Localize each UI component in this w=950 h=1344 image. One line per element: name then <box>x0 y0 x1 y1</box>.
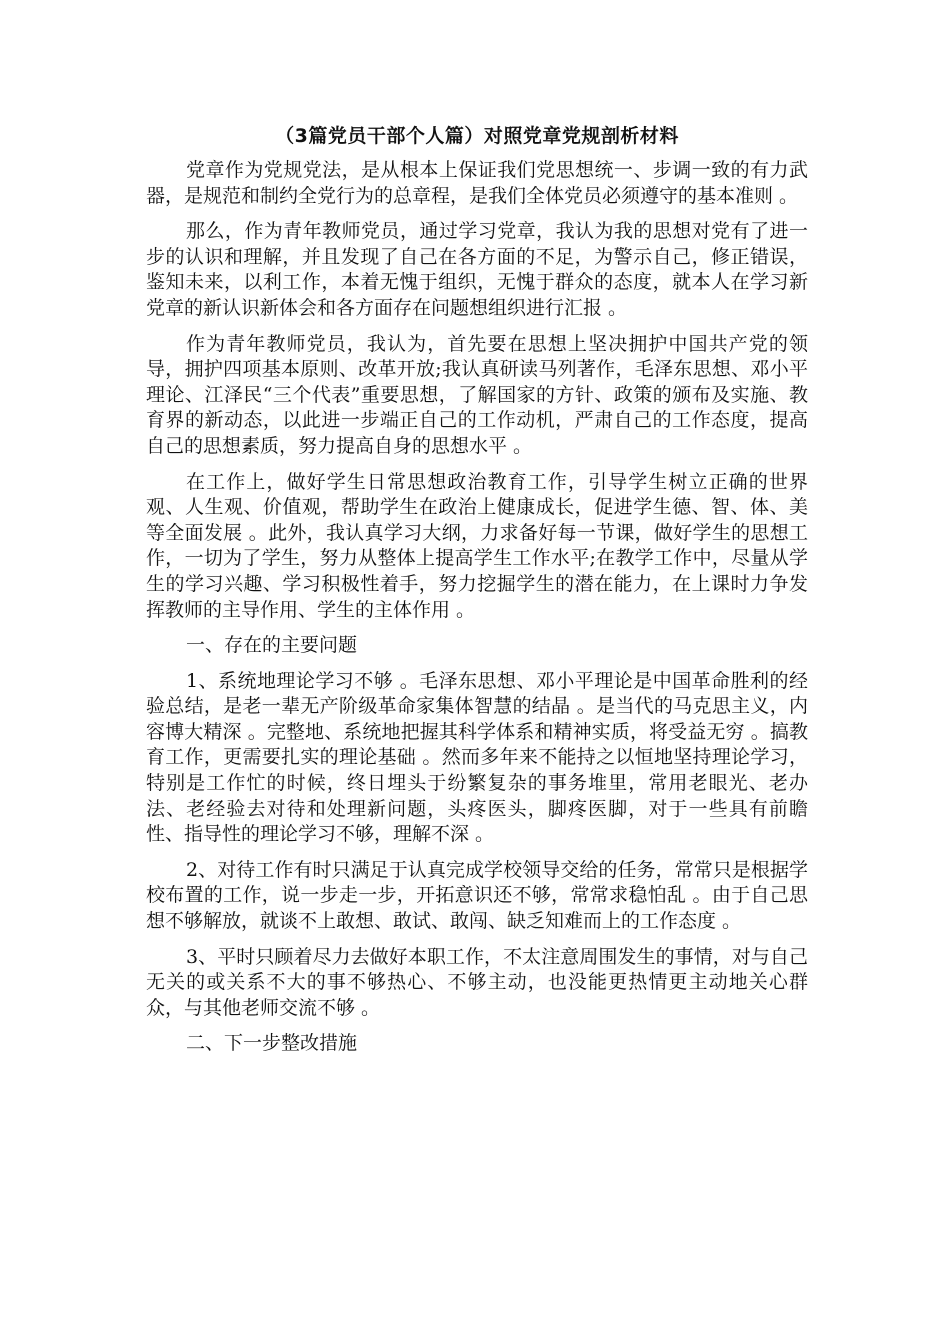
paragraph-work: 在工作上，做好学生日常思想政治教育工作，引导学生树立正确的世界观、人生观、价值观，帮助学生在政治上健康成长，促进学生德、智、体、美等全面发展 。此外，我认真学习大纲，力求备好每一节课，做好学生的思想工作，一切为了学生，努力从整体上提高学生工作水平;在教学工作中，尽量从学生的学习兴趣、学习积极性着手，努力挖掘学生的潜在能力，在上课时力争发挥教师的主导作用、学生的主体作用 。 <box>146 470 808 621</box>
problem-item-3: 3、平时只顾着尽力去做好本职工作，不太注意周围发生的事情，对与自己无关的或关系不大的事不够热心、不够主动，也没能更热情更主动地关心群众，与其他老师交流不够 。 <box>146 945 808 1019</box>
paragraph-ideology: 作为青年教师党员，我认为，首先要在思想上坚决拥护中国共产党的领导，拥护四项基本原则、改革开放;我认真研读马列著作，毛泽东思想、邓小平理论、江泽民“三个代表”重要思想，了解国家的方针、政策的颁布及实施、教育界的新动态，以此进一步端正自己的工作动机，严肃自己的工作态度，提高自己的思想素质，努力提高自身的思想水平 。 <box>146 332 808 457</box>
document-body <box>146 120 808 1067</box>
paragraph-report-purpose: 那么，作为青年教师党员，通过学习党章，我认为我的思想对党有了进一步的认识和理解，并且发现了自己在各方面的不足，为警示自己，修正错误，鉴知未来，以利工作，本着无愧于组织，无愧于群众的态度，就本人在学习新党章的新认识新体会和各方面存在问题想组织进行汇报 。 <box>146 220 808 319</box>
section-heading-measures: 二、下一步整改措施 <box>186 1032 358 1055</box>
section-heading-problems: 一、存在的主要问题 <box>186 634 358 657</box>
problem-item-1: 1、系统地理论学习不够 。毛泽东思想、邓小平理论是中国革命胜利的经验总结，是老一辈无产阶级革命家集体智慧的结晶 。是当代的马克思主义，内容博大精深 。完整地、系统地把握其科学体系和精神实质，将受益无穷 。搞教育工作，更需要扎实的理论基础 。然而多年来不能持之以恒地坚持理论学习，特别是工作忙的时候，终日埋头于纷繁复杂的事务堆里，常用老眼光、老办法、老经验去对待和处理新问题，头疼医头，脚疼医脚，对于一些具有前瞻性、指导性的理论学习不够，理解不深 。 <box>146 669 808 846</box>
paragraph-intro: 党章作为党规党法，是从根本上保证我们党思想统一、步调一致的有力武器，是规范和制约全党行为的总章程，是我们全体党员必须遵守的基本准则 。 <box>146 159 808 207</box>
document-title: （3篇党员干部个人篇）对照党章党规剖析材料 <box>275 125 679 147</box>
problem-item-2: 2、对待工作有时只满足于认真完成学校领导交给的任务，常常只是根据学校布置的工作，说一步走一步，开拓意识还不够，常常求稳怕乱 。由于自己思想不够解放，就谈不上敢想、敢试、敢闯、缺乏知难而上的工作态度 。 <box>146 858 808 933</box>
